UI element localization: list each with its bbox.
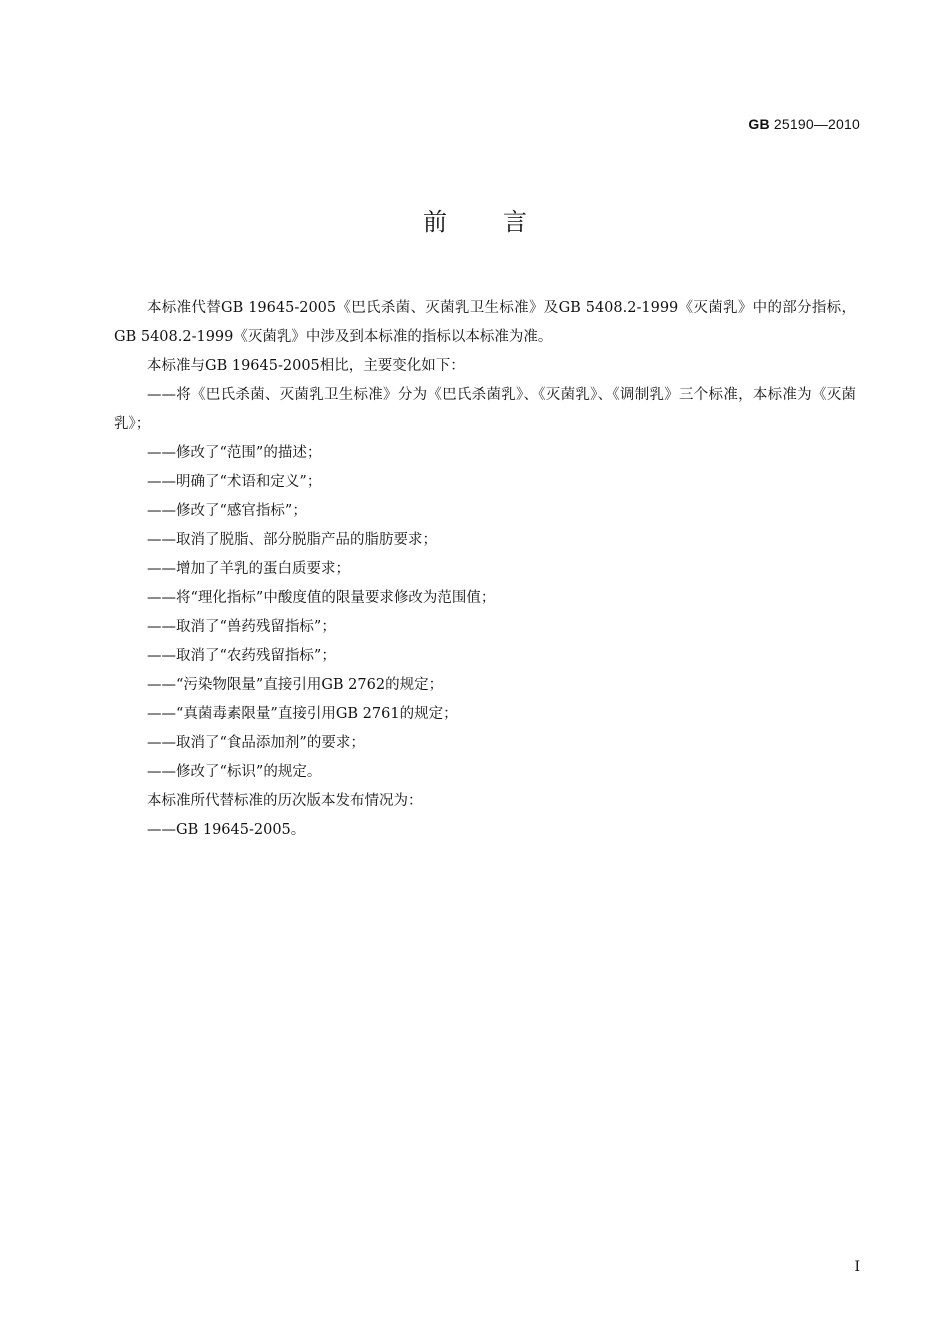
list-item: ——修改了“标识”的规定。 bbox=[147, 764, 322, 780]
list-item: ——取消了“食品添加剂”的要求； bbox=[147, 735, 365, 751]
list-item: ——修改了“感官指标”； bbox=[147, 503, 307, 519]
list-item: ——“污染物限量”直接引用GB 2762的规定； bbox=[147, 677, 444, 693]
standard-code bbox=[748, 116, 860, 132]
list-item: ——将《巴氏杀菌、灭菌乳卫生标准》分为《巴氏杀菌乳》、《灭菌乳》、《调制乳》三个标准，本标准为《灭菌乳》； bbox=[114, 387, 856, 432]
list-item: ——取消了脱脂、部分脱脂产品的脂肪要求； bbox=[147, 532, 437, 548]
foreword-body bbox=[114, 294, 856, 845]
list-item: ——增加了羊乳的蛋白质要求； bbox=[147, 561, 350, 577]
paragraph-changes-intro: 本标准与GB 19645-2005相比，主要变化如下： bbox=[147, 358, 465, 374]
list-item: ——修改了“范围”的描述； bbox=[147, 445, 322, 461]
list-item: ——取消了“农药残留指标”； bbox=[147, 648, 336, 664]
paragraph-replacement: 本标准代替GB 19645-2005《巴氏杀菌、灭菌乳卫生标准》及GB 5408.2-1999《灭菌乳》中的部分指标，GB 5408.2-1999《灭菌乳》中涉及到本标准的指标以本标准为准。 bbox=[114, 300, 856, 345]
page-title: 前言 bbox=[423, 208, 583, 236]
list-item: ——明确了“术语和定义”； bbox=[147, 474, 322, 490]
page-number: I bbox=[854, 1259, 860, 1275]
list-item: ——取消了“兽药残留指标”； bbox=[147, 619, 336, 635]
standard-code-prefix: GB bbox=[748, 116, 770, 132]
paragraph-history-intro: 本标准所代替标准的历次版本发布情况为： bbox=[147, 793, 423, 809]
list-item: ——将“理化指标”中酸度值的限量要求修改为范围值； bbox=[147, 590, 496, 606]
standard-code-number: 25190—2010 bbox=[773, 116, 860, 132]
list-item: ——GB 19645-2005。 bbox=[147, 822, 306, 838]
list-item: ——“真菌毒素限量”直接引用GB 2761的规定； bbox=[147, 706, 458, 722]
